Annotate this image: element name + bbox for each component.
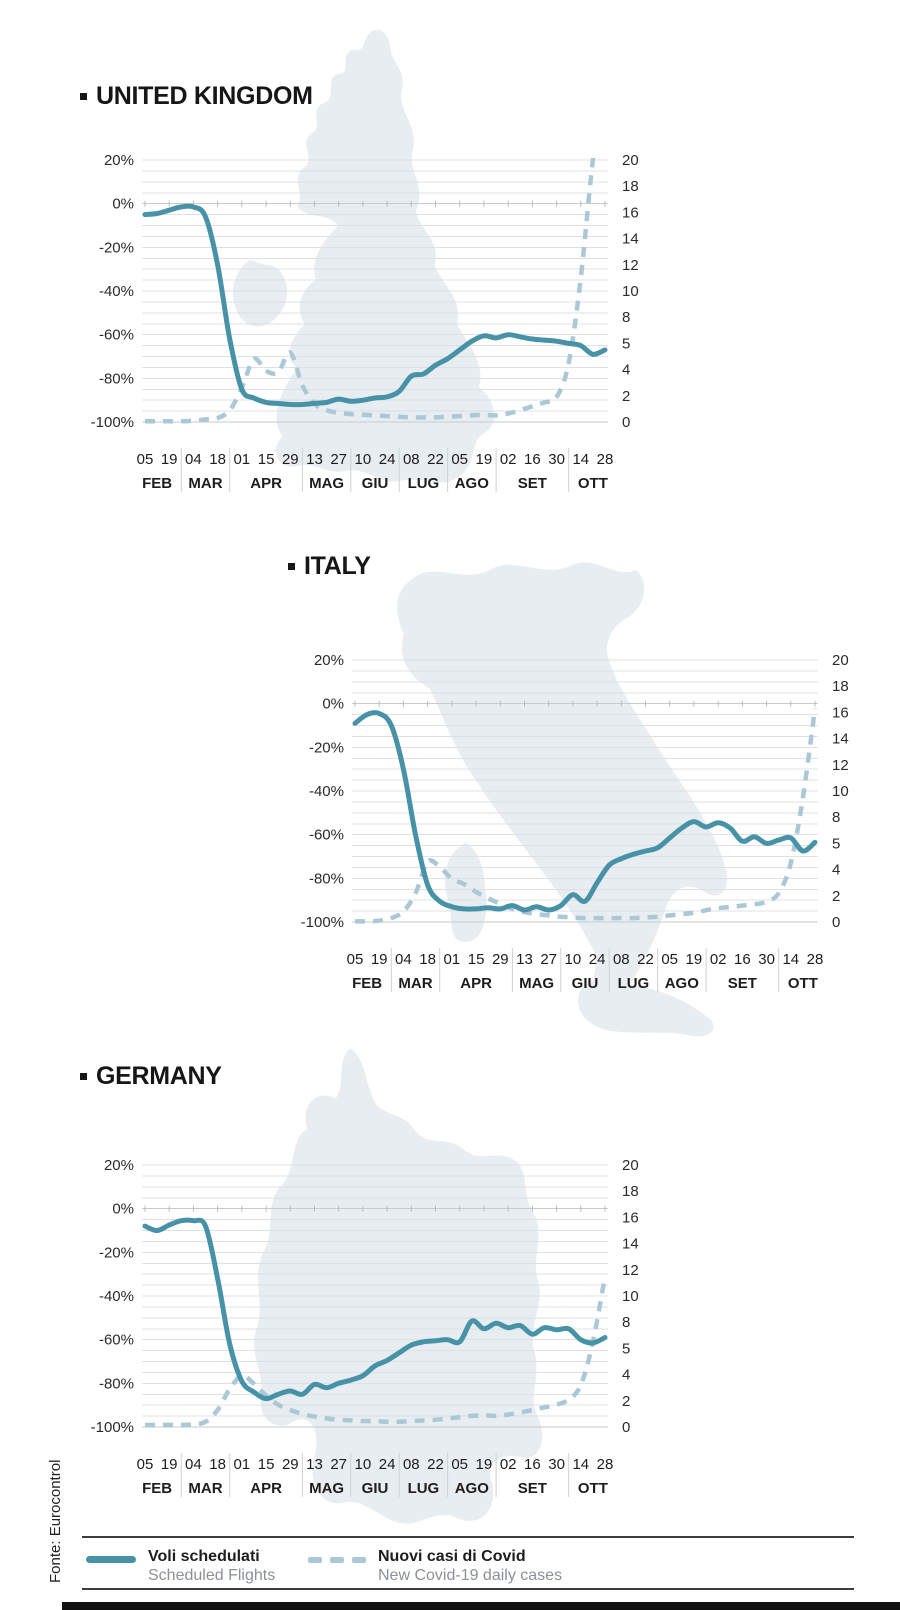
x-axis-day-label: 01 xyxy=(233,451,251,468)
legend-flights-label-en: Scheduled Flights xyxy=(148,1567,276,1584)
x-axis-day-label: 27 xyxy=(540,951,558,968)
x-axis-day-label: 08 xyxy=(402,451,420,468)
y-axis-right-label: 8 xyxy=(622,1314,631,1332)
chart-title-text: ITALY xyxy=(304,552,371,580)
scheduled-flights-line xyxy=(145,206,605,405)
x-axis-day-label: 30 xyxy=(548,1456,565,1473)
bottom-border xyxy=(62,1602,900,1610)
y-axis-left-label: -40% xyxy=(98,1288,134,1305)
x-axis-day-label: 22 xyxy=(427,451,444,468)
y-axis-right-label: 4 xyxy=(622,1366,631,1384)
x-axis-day-label: 04 xyxy=(185,451,202,468)
title-bullet-icon xyxy=(288,563,295,570)
y-axis-right-label: 16 xyxy=(622,1209,639,1227)
x-axis-day-label: 29 xyxy=(491,951,509,968)
x-axis-day-label: 22 xyxy=(427,1456,444,1473)
scheduled-flights-line xyxy=(355,713,815,910)
x-axis-day-label: 05 xyxy=(451,1456,469,1473)
dash-icon xyxy=(352,1557,366,1563)
x-axis-day-label: 19 xyxy=(160,1456,178,1473)
y-axis-left-label: 0% xyxy=(112,1200,134,1218)
x-axis-day-label: 02 xyxy=(499,451,517,468)
y-axis-right-label: 4 xyxy=(622,361,631,379)
x-axis-day-label: 19 xyxy=(160,451,178,468)
y-axis-right-label: 20 xyxy=(622,152,639,169)
y-axis-left-label: -80% xyxy=(98,370,134,388)
x-axis-day-label: 13 xyxy=(306,1456,323,1473)
x-axis-month-label: MAG xyxy=(519,975,555,992)
x-axis-month-label: APR xyxy=(250,475,282,492)
x-axis-month-label: SET xyxy=(517,475,547,492)
x-axis-day-label: 14 xyxy=(572,451,590,468)
x-axis-day-label: 08 xyxy=(402,1456,420,1473)
x-axis-month-label: AGO xyxy=(454,1480,489,1497)
y-axis-right-label: 5 xyxy=(622,335,631,353)
x-axis-day-label: 30 xyxy=(548,451,565,468)
x-axis-day-label: 14 xyxy=(572,1456,590,1473)
x-axis-day-label: 19 xyxy=(370,951,388,968)
y-axis-right-label: 2 xyxy=(832,887,841,905)
x-axis-month-label: GIU xyxy=(361,1480,389,1497)
x-axis-month-label: FEB xyxy=(352,975,383,992)
chart-title-germany xyxy=(80,1062,222,1091)
y-axis-right-label: 0 xyxy=(622,1419,631,1436)
y-axis-left-label: -80% xyxy=(98,1375,134,1393)
x-axis-day-label: 29 xyxy=(281,451,299,468)
y-axis-right-label: 14 xyxy=(622,1235,639,1253)
title-bullet-icon xyxy=(80,93,87,100)
x-axis-day-label: 01 xyxy=(233,1456,251,1473)
x-axis-day-label: 10 xyxy=(354,1456,372,1473)
x-axis-day-label: 18 xyxy=(209,451,226,468)
x-axis-day-label: 22 xyxy=(637,951,654,968)
x-axis-day-label: 10 xyxy=(564,951,582,968)
x-axis-month-label: FEB xyxy=(142,475,173,492)
scheduled-flights-line xyxy=(145,1220,605,1399)
y-axis-left-label: -20% xyxy=(98,1244,134,1262)
y-axis-right-label: 10 xyxy=(832,783,849,800)
y-axis-right-label: 12 xyxy=(622,256,639,274)
x-axis-day-label: 19 xyxy=(475,451,493,468)
y-axis-left-label: -100% xyxy=(90,414,134,431)
x-axis-month-label: MAG xyxy=(309,475,345,492)
y-axis-right-label: 18 xyxy=(832,678,849,696)
x-axis-day-label: 02 xyxy=(709,951,727,968)
covid-line-sample xyxy=(308,1557,366,1563)
y-axis-left-label: -80% xyxy=(308,870,344,888)
y-axis-right-label: 12 xyxy=(622,1261,639,1279)
legend xyxy=(82,1536,854,1590)
y-axis-left-label: -40% xyxy=(308,783,344,800)
x-axis-month-label: MAR xyxy=(188,475,223,492)
x-axis-day-label: 16 xyxy=(734,951,751,968)
x-axis-day-label: 14 xyxy=(782,951,800,968)
x-axis-day-label: 30 xyxy=(758,951,775,968)
title-bullet-icon xyxy=(80,1073,87,1080)
x-axis-month-label: OTT xyxy=(787,975,818,992)
source-note: Fonte: Eurocontrol xyxy=(47,1459,64,1583)
y-axis-left-label: -60% xyxy=(98,1331,134,1349)
y-axis-left-label: 20% xyxy=(313,652,344,669)
chart-title-text: UNITED KINGDOM xyxy=(96,82,313,110)
x-axis-month-label: APR xyxy=(250,1480,282,1497)
flights-line-sample xyxy=(86,1556,136,1563)
legend-item-covid xyxy=(308,1547,562,1585)
x-axis-month-label: MAR xyxy=(188,1480,223,1497)
x-axis-day-label: 16 xyxy=(524,1456,541,1473)
x-axis-day-label: 02 xyxy=(499,1456,517,1473)
x-axis-day-label: 01 xyxy=(443,951,461,968)
x-axis-day-label: 24 xyxy=(378,1456,396,1473)
x-axis-month-label: OTT xyxy=(577,1480,608,1497)
y-axis-right-label: 18 xyxy=(622,178,639,196)
y-axis-left-label: 0% xyxy=(112,195,134,213)
x-axis-day-label: 05 xyxy=(451,451,469,468)
y-axis-right-label: 20 xyxy=(832,652,849,669)
x-axis-month-label: LUG xyxy=(407,1480,440,1497)
chart-title-text: GERMANY xyxy=(96,1062,222,1090)
y-axis-right-label: 0 xyxy=(622,414,631,431)
dash-icon xyxy=(308,1557,322,1563)
germany-flights-vs-covid-chart xyxy=(60,1145,680,1510)
x-axis-day-label: 18 xyxy=(419,951,436,968)
x-axis-day-label: 05 xyxy=(136,1456,154,1473)
y-axis-right-label: 16 xyxy=(832,704,849,722)
x-axis-day-label: 19 xyxy=(475,1456,493,1473)
x-axis-day-label: 15 xyxy=(257,1456,275,1473)
x-axis-day-label: 18 xyxy=(209,1456,226,1473)
y-axis-right-label: 4 xyxy=(832,861,841,879)
x-axis-month-label: SET xyxy=(517,1480,547,1497)
x-axis-day-label: 28 xyxy=(806,951,824,968)
y-axis-right-label: 10 xyxy=(622,283,639,300)
legend-item-flights xyxy=(86,1547,275,1585)
y-axis-left-label: -60% xyxy=(308,826,344,844)
y-axis-left-label: -60% xyxy=(98,326,134,344)
x-axis-day-label: 13 xyxy=(516,951,533,968)
x-axis-month-label: AGO xyxy=(664,975,699,992)
x-axis-month-label: LUG xyxy=(407,475,440,492)
y-axis-left-label: -20% xyxy=(308,739,344,757)
y-axis-left-label: 20% xyxy=(103,152,134,169)
x-axis-month-label: GIU xyxy=(361,475,389,492)
dash-icon xyxy=(330,1557,344,1563)
x-axis-month-label: OTT xyxy=(577,475,608,492)
x-axis-day-label: 24 xyxy=(378,451,396,468)
x-axis-day-label: 15 xyxy=(467,951,485,968)
y-axis-right-label: 12 xyxy=(832,756,849,774)
y-axis-right-label: 8 xyxy=(622,309,631,327)
y-axis-right-label: 0 xyxy=(832,914,841,931)
x-axis-day-label: 28 xyxy=(596,451,614,468)
y-axis-right-label: 16 xyxy=(622,204,639,222)
italy-flights-vs-covid-chart xyxy=(270,640,890,1005)
y-axis-right-label: 14 xyxy=(832,730,849,748)
y-axis-left-label: -40% xyxy=(98,283,134,300)
y-axis-right-label: 2 xyxy=(622,1392,631,1410)
x-axis-day-label: 05 xyxy=(136,451,154,468)
uk-flights-vs-covid-chart xyxy=(60,140,680,505)
y-axis-right-label: 8 xyxy=(832,809,841,827)
x-axis-month-label: MAG xyxy=(309,1480,345,1497)
y-axis-right-label: 18 xyxy=(622,1183,639,1201)
x-axis-month-label: AGO xyxy=(454,475,489,492)
x-axis-day-label: 10 xyxy=(354,451,372,468)
y-axis-right-label: 5 xyxy=(622,1340,631,1358)
chart-title-uk xyxy=(80,82,313,111)
x-axis-day-label: 16 xyxy=(524,451,541,468)
y-axis-left-label: -20% xyxy=(98,239,134,257)
x-axis-day-label: 27 xyxy=(330,451,348,468)
legend-flights-label-it: Voli schedulati xyxy=(148,1548,260,1565)
x-axis-day-label: 05 xyxy=(661,951,679,968)
x-axis-day-label: 19 xyxy=(685,951,703,968)
x-axis-month-label: LUG xyxy=(617,975,650,992)
y-axis-left-label: -100% xyxy=(300,914,344,931)
chart-title-italy xyxy=(288,552,371,581)
y-axis-left-label: -100% xyxy=(90,1419,134,1436)
y-axis-right-label: 14 xyxy=(622,230,639,248)
x-axis-day-label: 04 xyxy=(185,1456,202,1473)
x-axis-day-label: 13 xyxy=(306,451,323,468)
x-axis-day-label: 15 xyxy=(257,451,275,468)
legend-covid-label-it: Nuovi casi di Covid xyxy=(378,1548,526,1565)
x-axis-day-label: 04 xyxy=(395,951,412,968)
y-axis-right-label: 2 xyxy=(622,387,631,405)
x-axis-month-label: GIU xyxy=(571,975,599,992)
x-axis-day-label: 05 xyxy=(346,951,364,968)
y-axis-left-label: 20% xyxy=(103,1157,134,1174)
x-axis-day-label: 08 xyxy=(612,951,630,968)
x-axis-day-label: 24 xyxy=(588,951,606,968)
x-axis-day-label: 28 xyxy=(596,1456,614,1473)
x-axis-month-label: FEB xyxy=(142,1480,173,1497)
x-axis-month-label: SET xyxy=(727,975,757,992)
y-axis-left-label: 0% xyxy=(322,695,344,713)
legend-covid-label-en: New Covid-19 daily cases xyxy=(378,1567,563,1584)
y-axis-right-label: 20 xyxy=(622,1157,639,1174)
x-axis-month-label: APR xyxy=(460,975,492,992)
x-axis-day-label: 27 xyxy=(330,1456,348,1473)
y-axis-right-label: 10 xyxy=(622,1288,639,1305)
x-axis-day-label: 29 xyxy=(281,1456,299,1473)
y-axis-right-label: 5 xyxy=(832,835,841,853)
x-axis-month-label: MAR xyxy=(398,975,433,992)
